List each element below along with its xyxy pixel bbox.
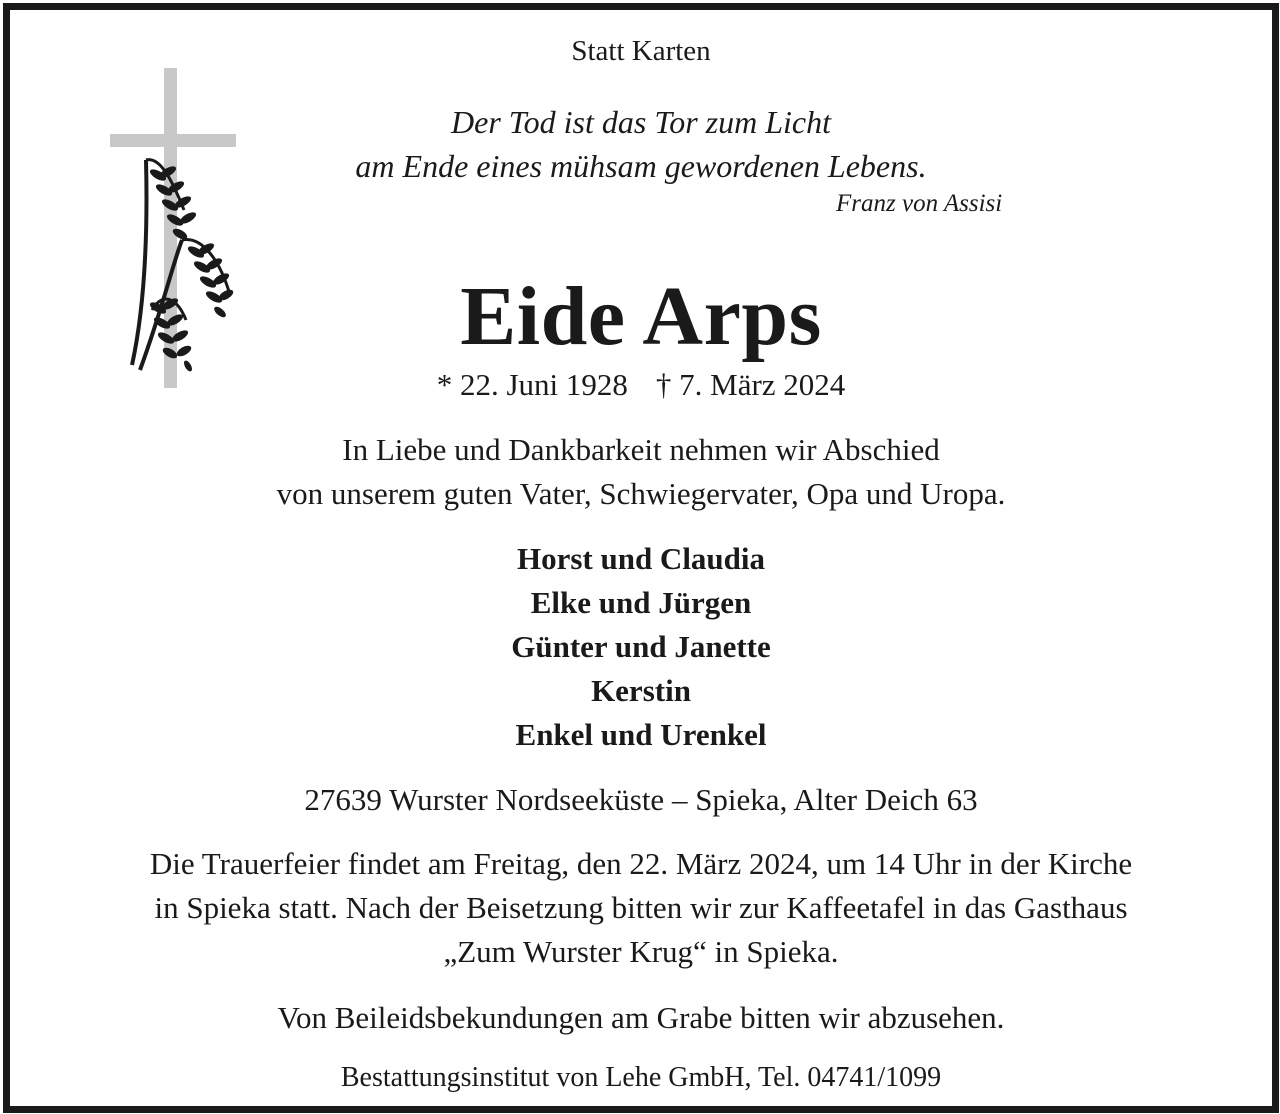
mourner-name: Elke und Jürgen xyxy=(530,585,752,620)
mourner-name: Horst und Claudia xyxy=(516,541,766,576)
service-info-line-1: Die Trauerfeier findet am Freitag, den 22. März 2024, um 14 Uhr in der Kirche xyxy=(149,846,1133,881)
life-dates xyxy=(10,367,1272,403)
service-info-line-3: „Zum Wurster Krug“ in Spieka. xyxy=(443,934,839,969)
mourner-name: Kerstin xyxy=(591,673,691,708)
condolence-note: Von Beileidsbekundungen am Grabe bitten wir abzusehen. xyxy=(277,1000,1005,1035)
quote-line-2: am Ende eines mühsam gewordenen Lebens. xyxy=(355,148,927,184)
death-date: † 7. März 2024 xyxy=(655,367,846,402)
farewell-line-1: In Liebe und Dankbarkeit nehmen wir Abschied xyxy=(342,432,940,467)
undertaker-contact: Bestattungsinstitut von Lehe GmbH, Tel. 04741/1099 xyxy=(340,1062,942,1093)
farewell-line-2: von unserem guten Vater, Schwiegervater, Opa und Uropa. xyxy=(276,476,1006,511)
quote-author: Franz von Assisi xyxy=(836,190,1003,217)
quote-line-1: Der Tod ist das Tor zum Licht xyxy=(451,104,831,140)
mourner-name: Enkel und Urenkel xyxy=(515,717,767,752)
deceased-name: Eide Arps xyxy=(460,270,822,363)
notice-header: Statt Karten xyxy=(571,35,711,67)
family-address: 27639 Wurster Nordseeküste – Spieka, Alter Deich 63 xyxy=(304,782,978,817)
birth-date: * 22. Juni 1928 xyxy=(436,367,628,402)
mourner-name: Günter und Janette xyxy=(511,629,771,664)
service-info-line-2: in Spieka statt. Nach der Beisetzung bitten wir zur Kaffeetafel in das Gasthaus xyxy=(154,890,1128,925)
obituary-notice xyxy=(3,3,1279,1113)
